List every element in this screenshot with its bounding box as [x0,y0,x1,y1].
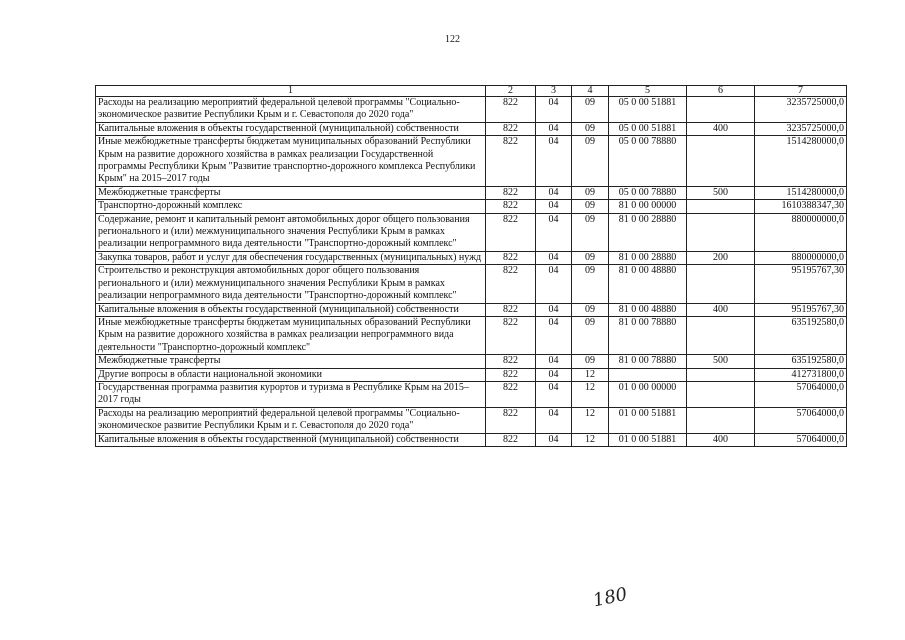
table-row [96,122,847,135]
expense-type-code [687,200,755,213]
ministry-code: 822 [486,251,536,264]
ministry-code: 822 [486,355,536,368]
expense-type-code [687,368,755,381]
expense-type-code [687,136,755,187]
ministry-code: 822 [486,213,536,251]
target-article-code: 01 0 00 51881 [609,407,687,433]
expense-type-code: 400 [687,122,755,135]
target-article-code: 01 0 00 51881 [609,433,687,446]
amount: 95195767,30 [755,265,847,303]
subsection-code: 12 [572,368,609,381]
amount: 57064000,0 [755,381,847,407]
section-code: 04 [536,251,572,264]
subsection-code: 09 [572,122,609,135]
ministry-code: 822 [486,368,536,381]
ministry-code: 822 [486,407,536,433]
subsection-code: 09 [572,186,609,199]
ministry-code: 822 [486,316,536,354]
section-code: 04 [536,265,572,303]
amount: 3235725000,0 [755,122,847,135]
expense-type-code: 500 [687,355,755,368]
table-row [96,355,847,368]
target-article-code [609,368,687,381]
expense-type-code: 400 [687,433,755,446]
expense-type-code: 500 [687,186,755,199]
subsection-code: 09 [572,265,609,303]
amount: 635192580,0 [755,355,847,368]
expense-name: Капитальные вложения в объекты государственной (муниципальной) собственности [96,303,486,316]
section-code: 04 [536,355,572,368]
expense-name: Закупка товаров, работ и услуг для обеспечения государственных (муниципальных) нужд [96,251,486,264]
column-header: 6 [687,86,755,97]
target-article-code: 81 0 00 28880 [609,251,687,264]
table-row [96,251,847,264]
amount: 635192580,0 [755,316,847,354]
ministry-code: 822 [486,303,536,316]
column-header: 1 [96,86,486,97]
subsection-code: 09 [572,97,609,123]
target-article-code: 81 0 00 48880 [609,265,687,303]
target-article-code: 05 0 00 78880 [609,186,687,199]
expense-name: Капитальные вложения в объекты государственной (муниципальной) собственности [96,122,486,135]
section-code: 04 [536,122,572,135]
section-code: 04 [536,136,572,187]
amount: 57064000,0 [755,433,847,446]
column-header: 5 [609,86,687,97]
page-number: 122 [445,34,460,45]
column-header: 4 [572,86,609,97]
expense-name: Государственная программа развития курортов и туризма в Республике Крым на 2015–2017 годы [96,381,486,407]
expense-name: Содержание, ремонт и капитальный ремонт автомобильных дорог общего пользования регионального и (или) межмуниципального значения Республики Крым в рамках реализации непрограммного вида деятельности "Транспортно-дорожный комплекс" [96,213,486,251]
subsection-code: 09 [572,316,609,354]
subsection-code: 12 [572,407,609,433]
amount: 1610388347,30 [755,200,847,213]
section-code: 04 [536,200,572,213]
expense-name: Расходы на реализацию мероприятий федеральной целевой программы "Социально-экономическое развитие Республики Крым и г. Севастополя до 2020 года" [96,97,486,123]
target-article-code: 05 0 00 51881 [609,122,687,135]
target-article-code: 81 0 00 00000 [609,200,687,213]
table-row [96,97,847,123]
ministry-code: 822 [486,97,536,123]
section-code: 04 [536,433,572,446]
subsection-code: 09 [572,303,609,316]
expense-name: Капитальные вложения в объекты государственной (муниципальной) собственности [96,433,486,446]
table-row [96,433,847,446]
section-code: 04 [536,97,572,123]
expense-name: Другие вопросы в области национальной экономики [96,368,486,381]
ministry-code: 822 [486,433,536,446]
expense-type-code: 200 [687,251,755,264]
expense-type-code [687,316,755,354]
subsection-code: 12 [572,381,609,407]
expense-type-code: 400 [687,303,755,316]
subsection-code: 09 [572,355,609,368]
section-code: 04 [536,381,572,407]
amount: 95195767,30 [755,303,847,316]
table-row [96,213,847,251]
table-row [96,265,847,303]
target-article-code: 81 0 00 48880 [609,303,687,316]
section-code: 04 [536,186,572,199]
target-article-code: 81 0 00 28880 [609,213,687,251]
target-article-code: 05 0 00 78880 [609,136,687,187]
column-header: 7 [755,86,847,97]
table-row [96,368,847,381]
section-code: 04 [536,213,572,251]
expense-name: Расходы на реализацию мероприятий федеральной целевой программы "Социально-экономическое развитие Республики Крым и г. Севастополя до 2020 года" [96,407,486,433]
expense-name: Межбюджетные трансферты [96,186,486,199]
target-article-code: 01 0 00 00000 [609,381,687,407]
ministry-code: 822 [486,381,536,407]
amount: 1514280000,0 [755,136,847,187]
section-code: 04 [536,303,572,316]
expense-type-code [687,97,755,123]
target-article-code: 05 0 00 51881 [609,97,687,123]
amount: 880000000,0 [755,213,847,251]
expense-name: Иные межбюджетные трансферты бюджетам муниципальных образований Республики Крым на развитие дорожного хозяйства в рамках реализации Государственной программы Республики Крым "Развитие транспортно-дорожного комплекса Республики Крым" на 2015–2017 годы [96,136,486,187]
budget-table [95,85,847,447]
subsection-code: 12 [572,433,609,446]
subsection-code: 09 [572,200,609,213]
target-article-code: 81 0 00 78880 [609,355,687,368]
section-code: 04 [536,368,572,381]
ministry-code: 822 [486,136,536,187]
table-row [96,200,847,213]
ministry-code: 822 [486,200,536,213]
table-row [96,316,847,354]
table-row [96,186,847,199]
subsection-code: 09 [572,251,609,264]
ministry-code: 822 [486,265,536,303]
amount: 1514280000,0 [755,186,847,199]
subsection-code: 09 [572,136,609,187]
table-row [96,381,847,407]
expense-type-code [687,407,755,433]
expense-type-code [687,381,755,407]
table-row [96,407,847,433]
amount: 412731800,0 [755,368,847,381]
section-code: 04 [536,316,572,354]
amount: 880000000,0 [755,251,847,264]
amount: 57064000,0 [755,407,847,433]
ministry-code: 822 [486,186,536,199]
ministry-code: 822 [486,122,536,135]
table-row [96,136,847,187]
target-article-code: 81 0 00 78880 [609,316,687,354]
expense-name: Транспортно-дорожный комплекс [96,200,486,213]
section-code: 04 [536,407,572,433]
expense-type-code [687,213,755,251]
amount: 3235725000,0 [755,97,847,123]
expense-name: Межбюджетные трансферты [96,355,486,368]
subsection-code: 09 [572,213,609,251]
table-row [96,303,847,316]
handwritten-page-number: 180 [591,583,630,612]
expense-name: Строительство и реконструкция автомобильных дорог общего пользования регионального и (или) межмуниципального значения Республики Крым в рамках реализации непрограммного вида деятельности "Транспортно-дорожный комплекс" [96,265,486,303]
expense-type-code [687,265,755,303]
expense-name: Иные межбюджетные трансферты бюджетам муниципальных образований Республики Крым на развитие дорожного хозяйства в рамках реализации непрограммного вида деятельности "Транспортно-дорожный комплекс" [96,316,486,354]
column-header: 2 [486,86,536,97]
column-header: 3 [536,86,572,97]
header-row [96,86,847,97]
